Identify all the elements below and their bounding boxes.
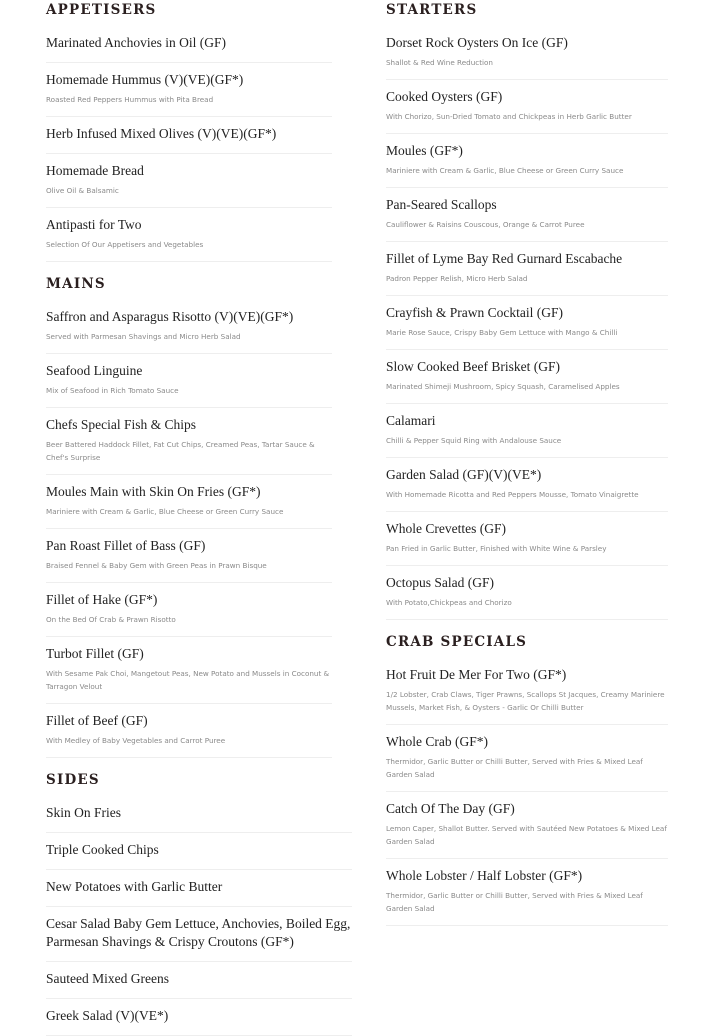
- menu-item-name: Triple Cooked Chips: [46, 842, 159, 857]
- menu-item: [386, 404, 668, 458]
- menu-item: [46, 907, 352, 962]
- menu-item-name: Slow Cooked Beef Brisket (GF): [386, 359, 560, 374]
- menu-item-name: New Potatoes with Garlic Butter: [46, 879, 223, 894]
- menu-item-description: Mix of Seafood in Rich Tomato Sauce: [46, 386, 179, 395]
- menu-item-name: Pan Roast Fillet of Bass (GF): [46, 538, 206, 553]
- menu-item-description: Served with Parmesan Shavings and Micro Herb Salad: [46, 332, 241, 341]
- menu-item-name: Pan-Seared Scallops: [386, 197, 497, 212]
- menu-item-name: Marinated Anchovies in Oil (GF): [46, 35, 226, 50]
- section-heading: STARTERS: [386, 2, 478, 18]
- menu-item-name: Skin On Fries: [46, 805, 122, 820]
- menu-item: [386, 512, 668, 566]
- section-heading: CRAB SPECIALS: [386, 634, 528, 650]
- menu-item: [386, 296, 668, 350]
- menu-item: [46, 962, 352, 999]
- menu-item-name: Antipasti for Two: [46, 217, 142, 232]
- menu-item-description: Pan Fried in Garlic Butter, Finished with White Wine & Parsley: [386, 544, 607, 553]
- menu-item: [386, 792, 668, 859]
- menu-item-description: With Potato,Chickpeas and Chorizo: [386, 598, 512, 607]
- menu-item: [46, 475, 332, 529]
- menu-item-name: Whole Lobster / Half Lobster (GF*): [386, 868, 583, 883]
- menu-item: [386, 26, 668, 80]
- menu-item-name: Greek Salad (V)(VE*): [46, 1008, 169, 1023]
- menu-item-name: Cesar Salad Baby Gem Lettuce, Anchovies, Boiled Egg, Parmesan Shavings & Crispy Croutons (GF*): [46, 916, 351, 949]
- menu-item: [46, 704, 332, 758]
- menu-item-name: Chefs Special Fish & Chips: [46, 417, 197, 432]
- section-heading: MAINS: [46, 276, 106, 292]
- appetisers-section: [46, 0, 332, 262]
- menu-item-name: Dorset Rock Oysters On Ice (GF): [386, 35, 568, 50]
- menu-item-description: Mariniere with Cream & Garlic, Blue Cheese or Green Curry Sauce: [46, 507, 284, 516]
- menu-item-name: Homemade Bread: [46, 163, 144, 178]
- menu-item-name: Crayfish & Prawn Cocktail (GF): [386, 305, 563, 320]
- menu-item: [46, 208, 332, 262]
- menu-item: [386, 134, 668, 188]
- menu-item-description: Marinated Shimeji Mushroom, Spicy Squash, Caramelised Apples: [386, 382, 620, 391]
- menu-item-description: With Chorizo, Sun-Dried Tomato and Chickpeas in Herb Garlic Butter: [386, 112, 632, 121]
- menu-item-description: With Medley of Baby Vegetables and Carrot Puree: [46, 736, 226, 745]
- menu-item-name: Herb Infused Mixed Olives (V)(VE)(GF*): [46, 126, 277, 141]
- menu-item-name: Whole Crevettes (GF): [386, 521, 506, 536]
- menu-item-name: Fillet of Hake (GF*): [46, 592, 158, 607]
- menu-item-name: Sauteed Mixed Greens: [46, 971, 169, 986]
- menu-item: [46, 529, 332, 583]
- menu-item-name: Hot Fruit De Mer For Two (GF*): [386, 667, 567, 682]
- menu-item-name: Moules (GF*): [386, 143, 463, 158]
- menu-item: [46, 796, 352, 833]
- menu-item: [46, 833, 352, 870]
- menu-item-description: On the Bed Of Crab & Prawn Risotto: [46, 615, 176, 624]
- menu-item-description: Beer Battered Haddock Fillet, Fat Cut Chips, Creamed Peas, Tartar Sauce & Chef's Surprise: [46, 440, 315, 462]
- menu-item: [46, 637, 332, 704]
- menu-item-name: Octopus Salad (GF): [386, 575, 494, 590]
- menu-item: [46, 26, 332, 63]
- menu-item-description: Braised Fennel & Baby Gem with Green Peas in Prawn Bisque: [46, 561, 267, 570]
- menu-item: [46, 354, 332, 408]
- menu-item-description: Shallot & Red Wine Reduction: [386, 58, 493, 67]
- menu-item: [46, 583, 332, 637]
- menu-item-description: Mariniere with Cream & Garlic, Blue Cheese or Green Curry Sauce: [386, 166, 624, 175]
- menu-item: [46, 870, 352, 907]
- menu-item-name: Turbot Fillet (GF): [46, 646, 144, 661]
- menu-item-name: Cooked Oysters (GF): [386, 89, 503, 104]
- crab-specials-section: [386, 620, 668, 926]
- menu-item: [386, 566, 668, 620]
- menu-item: [46, 300, 332, 354]
- menu-item-name: Homemade Hummus (V)(VE)(GF*): [46, 72, 244, 87]
- menu-item: [46, 117, 332, 154]
- menu-item-name: Fillet of Lyme Bay Red Gurnard Escabache: [386, 251, 623, 266]
- menu-item-description: Thermidor, Garlic Butter or Chilli Butter, Served with Fries & Mixed Leaf Garden Salad: [386, 757, 643, 779]
- left-column: [46, 0, 351, 1036]
- starters-section: [386, 0, 668, 620]
- menu-item-description: With Sesame Pak Choi, Mangetout Peas, New Potato and Mussels in Coconut & Tarragon Velout: [46, 669, 330, 691]
- sides-section: [46, 758, 351, 1036]
- menu-item-description: Chilli & Pepper Squid Ring with Andalouse Sauce: [386, 436, 562, 445]
- section-heading: SIDES: [46, 772, 100, 788]
- menu-item-description: With Homemade Ricotta and Red Peppers Mousse, Tomato Vinaigrette: [386, 490, 639, 499]
- menu-item: [386, 350, 668, 404]
- menu-item-description: Selection Of Our Appetisers and Vegetables: [46, 240, 204, 249]
- menu-item: [46, 408, 332, 475]
- menu-item: [386, 658, 668, 725]
- menu-item: [386, 458, 668, 512]
- menu-item-description: Lemon Caper, Shallot Butter. Served with Sautéed New Potatoes & Mixed Leaf Garden Salad: [386, 824, 667, 846]
- menu-item-name: Fillet of Beef (GF): [46, 713, 148, 728]
- menu-item-name: Seafood Linguine: [46, 363, 143, 378]
- menu-item: [386, 188, 668, 242]
- menu-item-name: Moules Main with Skin On Fries (GF*): [46, 484, 261, 499]
- menu-item: [386, 859, 668, 926]
- menu-item-name: Saffron and Asparagus Risotto (V)(VE)(GF*): [46, 309, 294, 324]
- menu-item-description: Marie Rose Sauce, Crispy Baby Gem Lettuce with Mango & Chilli: [386, 328, 618, 337]
- right-column: [386, 0, 668, 926]
- menu-item: [386, 242, 668, 296]
- menu-item-description: Roasted Red Peppers Hummus with Pita Bread: [46, 95, 214, 104]
- menu-item-description: Cauliflower & Raisins Couscous, Orange & Carrot Puree: [386, 220, 585, 229]
- menu-item: [46, 154, 332, 208]
- section-heading: APPETISERS: [46, 2, 157, 18]
- menu-item-description: Olive Oil & Balsamic: [46, 186, 119, 195]
- mains-section: [46, 262, 332, 758]
- menu-item-description: 1/2 Lobster, Crab Claws, Tiger Prawns, Scallops St Jacques, Creamy Mariniere Mussels, Market Fish, & Oysters - Garlic Or Chilli Butter: [386, 690, 665, 712]
- menu-item: [386, 80, 668, 134]
- menu-item-description: Padron Pepper Relish, Micro Herb Salad: [386, 274, 528, 283]
- menu-item-name: Garden Salad (GF)(V)(VE*): [386, 467, 542, 482]
- menu-item-name: Calamari: [386, 413, 436, 428]
- menu-item-name: Whole Crab (GF*): [386, 734, 488, 749]
- menu-item: [46, 999, 352, 1036]
- menu-item: [46, 63, 332, 117]
- menu-item-description: Thermidor, Garlic Butter or Chilli Butter, Served with Fries & Mixed Leaf Garden Salad: [386, 891, 643, 913]
- menu-item: [386, 725, 668, 792]
- menu-item-name: Catch Of The Day (GF): [386, 801, 515, 816]
